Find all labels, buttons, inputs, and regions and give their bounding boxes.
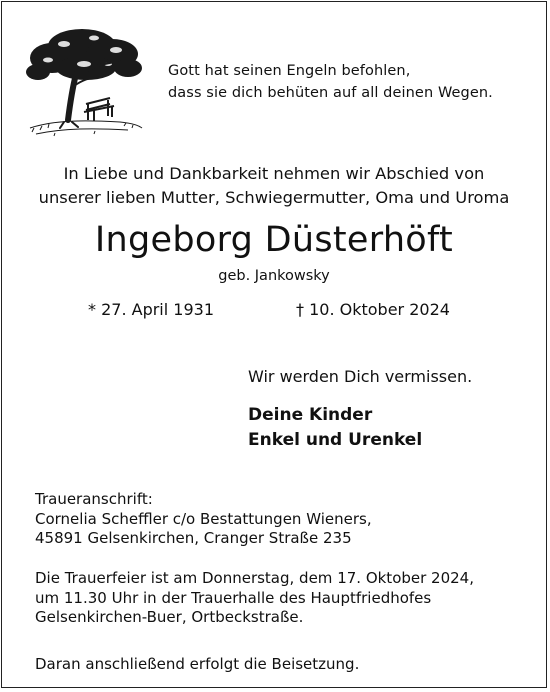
verse-line-1: Gott hat seinen Engeln befohlen,: [168, 63, 411, 79]
birth-date: * 27. April 1931: [88, 300, 214, 319]
maiden-name: geb. Jankowsky: [218, 268, 330, 284]
bible-verse: [168, 60, 493, 104]
mourning-address: [35, 490, 372, 549]
service-line-2: um 11.30 Uhr in der Trauerhalle des Hauptfriedhofes: [35, 588, 432, 607]
intro-text: [2, 162, 546, 210]
service-line-1: Die Trauerfeier ist am Donnerstag, dem 17. Oktober 2024,: [35, 569, 474, 587]
mourners-signature: [248, 403, 422, 453]
farewell-text: Wir werden Dich vermissen.: [248, 367, 473, 386]
service-line-3: Gelsenkirchen-Buer, Ortbeckstraße.: [35, 608, 304, 626]
intro-line-1: In Liebe und Dankbarkeit nehmen wir Abschied von: [63, 164, 485, 183]
verse-line-2: dass sie dich behüten auf all deinen Wegen.: [168, 85, 493, 101]
tree-with-bench-icon: [24, 24, 146, 142]
intro-line-2: unserer lieben Mutter, Schwiegermutter, Oma und Uroma: [38, 188, 510, 207]
funeral-service-info: [35, 569, 474, 628]
burial-info: Daran anschließend erfolgt die Beisetzung.: [35, 655, 360, 673]
obituary-notice: [1, 1, 547, 688]
mourners-line-1: Deine Kinder: [248, 405, 373, 425]
address-label: Traueranschrift:: [35, 490, 153, 508]
address-line-2: 45891 Gelsenkirchen, Cranger Straße 235: [35, 529, 352, 547]
mourners-line-2: Enkel und Urenkel: [248, 430, 423, 450]
address-line-1: Cornelia Scheffler c/o Bestattungen Wieners,: [35, 509, 372, 528]
death-date: † 10. Oktober 2024: [296, 300, 450, 319]
deceased-name: Ingeborg Düsterhöft: [94, 220, 454, 260]
